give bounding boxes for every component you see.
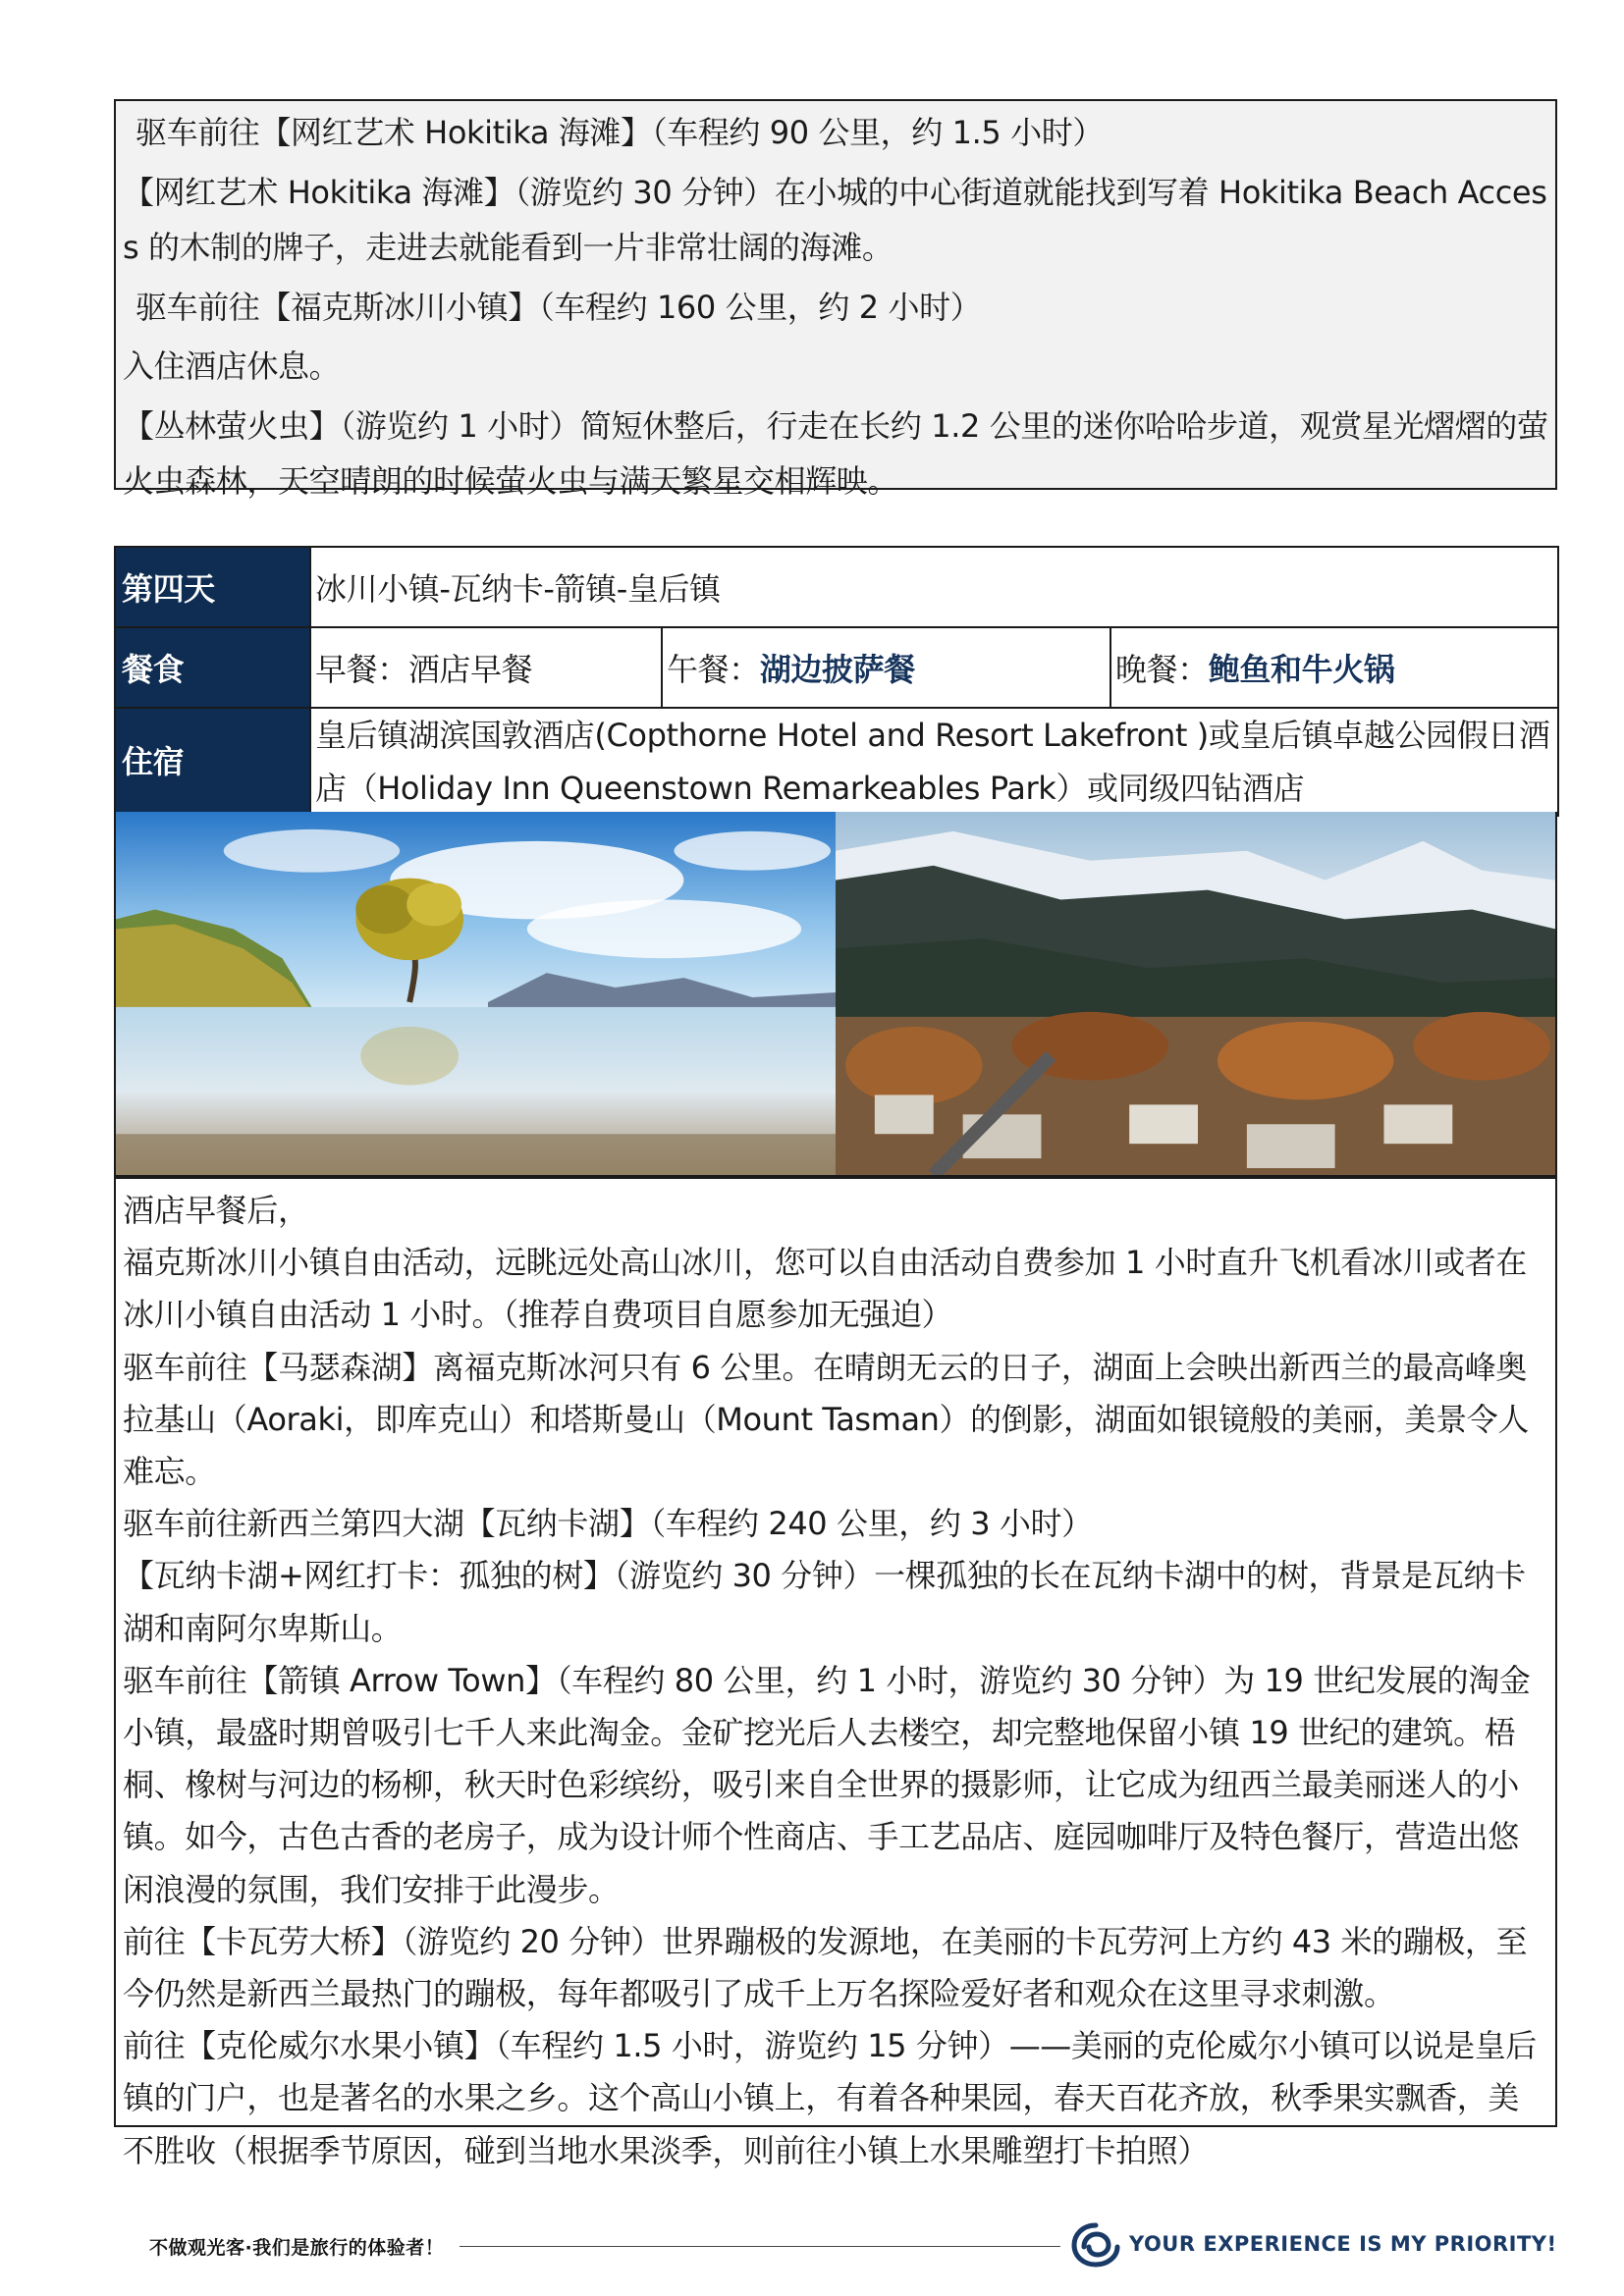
photo-wanaka-tree: [116, 812, 836, 1175]
paragraph-fox-glacier-drive: 驱车前往【福克斯冰川小镇】（车程约 160 公里，约 2 小时）: [135, 288, 982, 326]
previous-day-continuation: [114, 99, 1557, 500]
lunch-cell: [662, 627, 1110, 708]
breakfast-cell: [310, 627, 662, 708]
breakfast-label: 早餐：: [315, 651, 408, 688]
footer-slogan-cn: 不做观光客·我们是旅行的体验者！: [149, 2237, 445, 2259]
paragraph-lonely-tree: 【瓦纳卡湖+网红打卡：孤独的树】（游览约 30 分钟）一棵孤独的长在瓦纳卡湖中的树，背景是瓦纳卡湖和南阿尔卑斯山。: [123, 1557, 1526, 1647]
paragraph-hokitika-drive: 驱车前往【网红艺术 Hokitika 海滩】（车程约 90 公里，约 1.5 小时）: [135, 114, 1104, 151]
paragraph-cromwell: 前往【克伦威尔水果小镇】（车程约 1.5 小时，游览约 15 分钟）——美丽的克伦威尔小镇可以说是皇后镇的门户，也是著名的水果之乡。这个高山小镇上，有着各种果园，春天百花齐放，秋季果实飘香，美不胜收（根据季节原因，碰到当地水果淡季，则前往小镇上水果雕塑打卡拍照）: [123, 2027, 1537, 2169]
footer-slogan-en: YOUR EXPERIENCE IS MY PRIORITY!: [1129, 2232, 1557, 2256]
paragraph-hotel-rest: 入住酒店休息。: [123, 347, 341, 385]
dinner-value: 鲍鱼和牛火锅: [1208, 651, 1395, 688]
lodging-label: 住宿: [115, 708, 310, 816]
day-label: 第四天: [115, 547, 310, 627]
lunch-label: 午餐：: [667, 651, 760, 688]
dinner-cell: [1110, 627, 1558, 708]
photo-strip: [114, 812, 1557, 1177]
dinner-label: 晚餐：: [1115, 651, 1209, 688]
day-route: 冰川小镇-瓦纳卡-箭镇-皇后镇: [310, 547, 1558, 627]
day-info-table: [114, 546, 1559, 817]
brand-logo-icon: [1070, 2221, 1121, 2269]
day4-itinerary: [114, 1177, 1557, 2169]
paragraph-fox-glacier-free-time: 福克斯冰川小镇自由活动，远眺远处高山冰川，您可以自由活动自费参加 1 小时直升飞机看冰川或者在冰川小镇自由活动 1 小时。（推荐自费项目自愿参加无强迫）: [123, 1244, 1527, 1334]
paragraph-kawarau-bridge: 前往【卡瓦劳大桥】（游览约 20 分钟）世界蹦极的发源地，在美丽的卡瓦劳河上方约 43 米的蹦极，至今仍然是新西兰最热门的蹦极，每年都吸引了成千上万名探险爱好者和观众在这里寻求刺激。: [123, 1922, 1528, 2013]
paragraph-wanaka-drive: 驱车前往新西兰第四大湖【瓦纳卡湖】（车程约 240 公里，约 3 小时）: [123, 1505, 1093, 1543]
meals-label: 餐食: [115, 627, 310, 708]
breakfast-value: 酒店早餐: [407, 651, 533, 688]
paragraph-glowworms: 【丛林萤火虫】（游览约 1 小时）简短休整后，行走在长约 1.2 公里的迷你哈哈步道，观赏星光熠熠的萤火虫森林，天空晴朗的时候萤火虫与满天繁星交相辉映。: [123, 406, 1548, 500]
paragraph-breakfast: 酒店早餐后，: [123, 1192, 309, 1229]
paragraph-hokitika-beach: 【网红艺术 Hokitika 海滩】（游览约 30 分钟）在小城的中心街道就能找到写着 Hokitika Beach Access 的木制的牌子，走进去就能看到一片非常壮阔的海滩。: [123, 173, 1547, 266]
paragraph-arrowtown: 驱车前往【箭镇 Arrow Town】（车程约 80 公里，约 1 小时，游览约 30 分钟）为 19 世纪发展的淘金小镇，最盛时期曾吸引七千人来此淘金。金矿挖光后人去楼空，却完整地保留小镇 19 世纪的建筑。梧桐、橡树与河边的杨柳，秋天时色彩缤纷，吸引来自全世界的摄影师，让它成为纽西兰最美丽迷人的小镇。如今，古色古香的老房子，成为设计师个性商店、手工艺品店、庭园咖啡厅及特色餐厅，营造出悠闲浪漫的氛围，我们安排于此漫步。: [123, 1661, 1531, 1908]
wanaka-tree-image: [116, 812, 836, 1175]
lunch-value: 湖边披萨餐: [759, 651, 915, 688]
footer-divider: [460, 2246, 1060, 2247]
photo-arrowtown: [836, 812, 1555, 1175]
arrowtown-image: [836, 812, 1555, 1175]
paragraph-lake-matheson: 驱车前往【马瑟森湖】离福克斯冰河只有 6 公里。在晴朗无云的日子，湖面上会映出新西兰的最高峰奥拉基山（Aoraki，即库克山）和塔斯曼山（Mount Tasman）的倒影，湖面如银镜般的美丽，美景令人难忘。: [123, 1348, 1529, 1491]
lodging-value: 皇后镇湖滨国敦酒店(Copthorne Hotel and Resort Lakefront )或皇后镇卓越公园假日酒店（Holiday Inn Queenstown Remarkeables Park）或同级四钻酒店: [310, 708, 1558, 816]
